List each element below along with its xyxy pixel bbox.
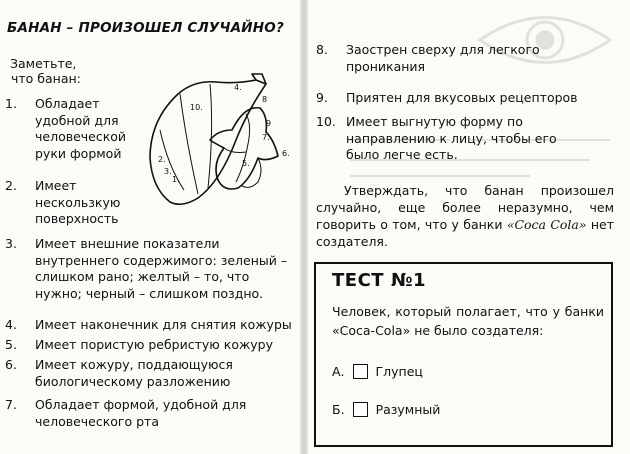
list-item xyxy=(5,397,275,430)
test-box xyxy=(314,262,613,447)
test-question: Человек, который полагает, что у банки «Coca-Cola» не было создателя: xyxy=(332,304,604,338)
list-item xyxy=(5,178,125,228)
page-title: БАНАН – ПРОИЗОШЕЛ СЛУЧАЙНО? xyxy=(7,20,284,36)
brand-name: «Coca Cola» xyxy=(506,217,587,232)
list-item-text: Имеет пористую ребристую кожуру xyxy=(35,337,273,352)
paragraph-text-end: нет создателя. xyxy=(316,217,615,249)
list-item-text: Обладает формой, удобной для человеческого рта xyxy=(35,397,247,429)
list-item xyxy=(5,96,125,162)
page-gutter xyxy=(300,0,308,454)
illustration-label: 8 xyxy=(262,95,268,104)
list-item-number: 8. xyxy=(316,42,328,57)
list-item-text: Имеет наконечник для снятия кожуры xyxy=(35,317,292,332)
list-item xyxy=(316,114,616,164)
list-item-number: 4. xyxy=(5,317,17,332)
list-item xyxy=(316,42,606,75)
banana-illustration xyxy=(128,70,306,220)
list-item-number: 2. xyxy=(5,178,17,193)
list-item xyxy=(5,236,295,302)
option-label: Глупец xyxy=(375,364,423,379)
list-item-number: 10. xyxy=(316,114,336,129)
illustration-label: 9 xyxy=(266,119,272,128)
list-item xyxy=(5,357,275,390)
illustration-label: 2. xyxy=(158,155,166,164)
option-letter: А. xyxy=(332,364,345,379)
test-title: ТЕСТ №1 xyxy=(332,270,427,291)
option-label: Разумный xyxy=(375,402,441,417)
intro-line-1: Заметьте, xyxy=(10,56,77,71)
option-letter: Б. xyxy=(332,402,345,417)
intro-text xyxy=(10,56,81,86)
list-item-text: Имеет выгнутую форму по направлению к лицу, чтобы его было легче есть. xyxy=(346,114,557,162)
checkbox[interactable] xyxy=(353,364,368,379)
list-item-text: Заострен сверху для легкого проникания xyxy=(346,42,540,74)
list-item-number: 5. xyxy=(5,337,17,352)
illustration-label: 3. xyxy=(164,167,172,176)
list-item-number: 3. xyxy=(5,236,17,251)
illustration-label: 7. xyxy=(262,133,270,142)
list-item-number: 7. xyxy=(5,397,17,412)
illustration-label: 10. xyxy=(190,103,203,112)
list-item-number: 6. xyxy=(5,357,17,372)
list-item-text: Имеет нескользкую поверхность xyxy=(35,178,121,226)
illustration-label: 1. xyxy=(172,175,180,184)
paragraph-text: Утверждать, что банан произошел случайно, еще более неразумно, чем говорить о том, что у банки xyxy=(316,183,614,232)
list-item xyxy=(5,337,300,354)
test-option-b[interactable] xyxy=(332,402,440,417)
list-item-number: 1. xyxy=(5,96,17,111)
illustration-label: 4. xyxy=(234,83,242,92)
list-item-text: Приятен для вкусовых рецепторов xyxy=(346,90,578,105)
list-item-text: Имеет внешние показатели внутреннего содержимого: зеленый – слишком рано; желтый – то, что нужно; черный – слишком поздно. xyxy=(35,236,288,301)
illustration-label: 5. xyxy=(242,159,250,168)
checkbox[interactable] xyxy=(353,402,368,417)
list-item xyxy=(316,90,616,107)
illustration-label: 6. xyxy=(282,149,290,158)
list-item-number: 9. xyxy=(316,90,328,105)
test-option-a[interactable] xyxy=(332,364,423,379)
conclusion-paragraph xyxy=(316,182,614,250)
intro-line-2: что банан: xyxy=(11,71,81,86)
list-item xyxy=(5,317,300,334)
list-item-text: Имеет кожуру, поддающуюся биологическому разложению xyxy=(35,357,233,389)
list-item-text: Обладает удобной для человеческой руки формой xyxy=(35,96,127,161)
